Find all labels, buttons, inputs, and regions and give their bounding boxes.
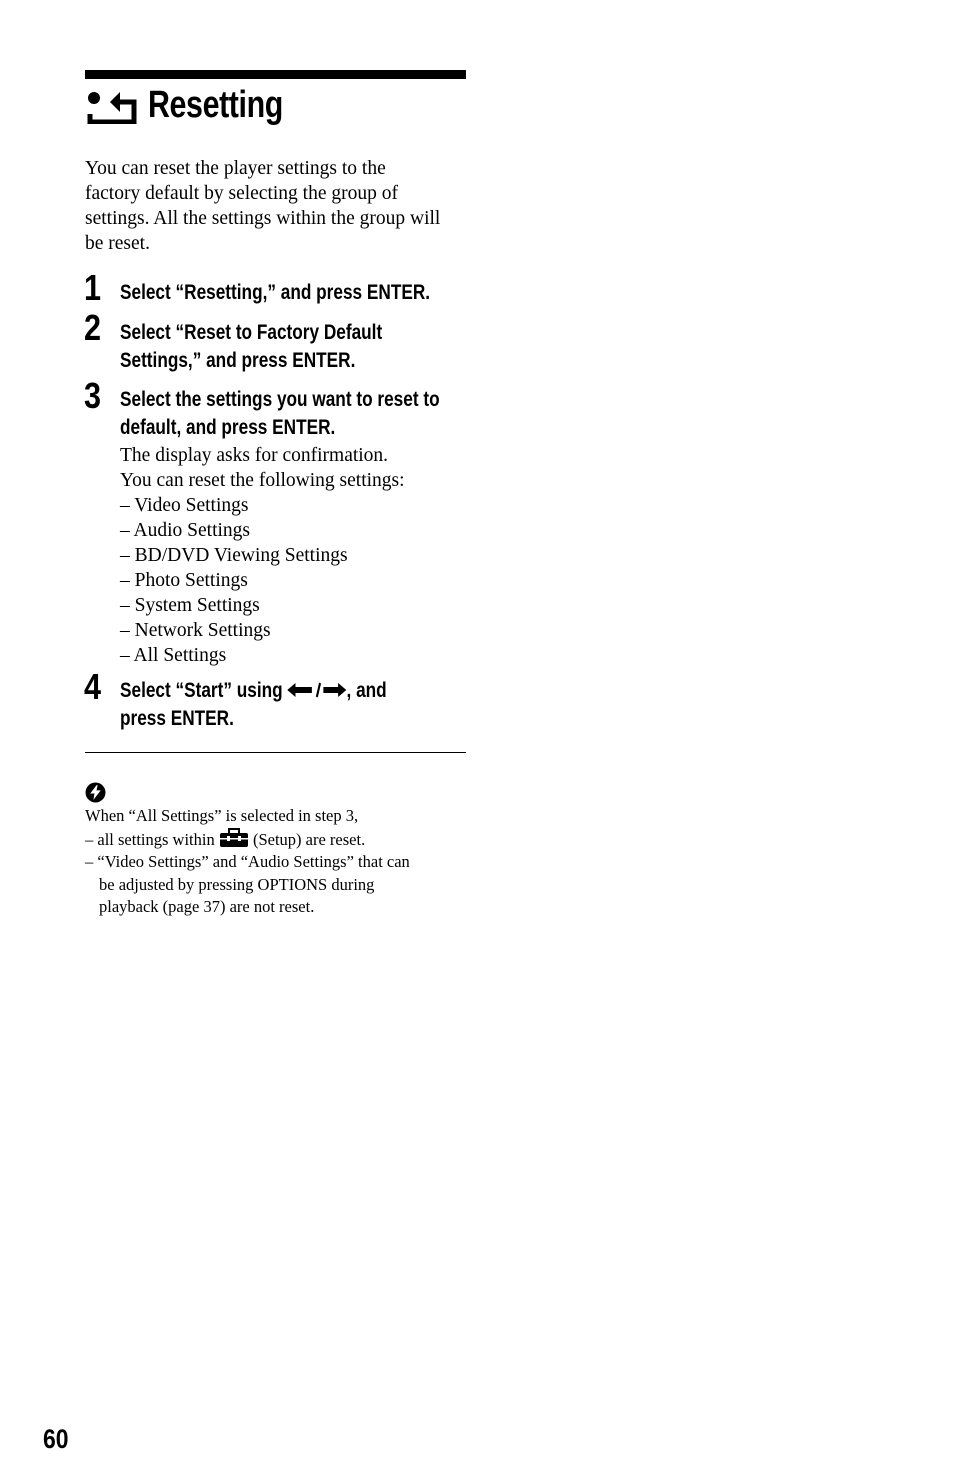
- page-number: 60: [43, 1424, 69, 1454]
- hint-icon: [85, 782, 106, 803]
- step-text: Select “Start” using: [120, 679, 288, 702]
- left-right-arrows-icon: [287, 682, 346, 698]
- step-1-heading: Select “Resetting,” and press ENTER.: [120, 281, 431, 304]
- note-item: [85, 828, 475, 852]
- step-number: 3: [84, 375, 102, 416]
- intro-line: You can reset the player settings to the: [85, 158, 386, 179]
- intro-line: factory default by selecting the group of: [85, 183, 398, 204]
- note-line: – “Video Settings” and “Audio Settings” that can: [85, 852, 410, 871]
- settings-option: – Network Settings: [120, 620, 271, 641]
- settings-option: – All Settings: [120, 645, 227, 666]
- step-number: 4: [84, 666, 102, 707]
- step-line: Select the settings you want to reset to: [120, 388, 440, 411]
- step-line: Settings,” and press ENTER.: [120, 349, 356, 372]
- body-line: You can reset the following settings:: [120, 470, 405, 491]
- note-line: be adjusted by pressing OPTIONS during: [99, 874, 375, 894]
- step-number: 1: [84, 267, 102, 308]
- page-title: Resetting: [148, 84, 283, 126]
- settings-option: – Video Settings: [120, 495, 249, 516]
- intro-line: settings. All the settings within the group will: [85, 208, 441, 229]
- step-line: Select “Reset to Factory Default: [120, 321, 383, 344]
- step-2-heading: [120, 319, 440, 375]
- step-line: press ENTER.: [120, 707, 234, 730]
- intro-line: be reset.: [85, 233, 150, 254]
- settings-option: – Audio Settings: [120, 520, 251, 541]
- step-3-heading: [120, 386, 510, 442]
- step-line: default, and press ENTER.: [120, 416, 336, 439]
- body-line: The display asks for confirmation.: [120, 445, 389, 466]
- hint-note: [85, 805, 475, 919]
- settings-option: – BD/DVD Viewing Settings: [120, 545, 348, 566]
- divider: [85, 752, 466, 753]
- note-text: (Setup) are reset.: [248, 829, 366, 849]
- reset-icon: [86, 88, 138, 124]
- section-header-bar: [85, 70, 466, 79]
- settings-option: – Photo Settings: [120, 570, 248, 591]
- step-4-heading: [120, 677, 445, 733]
- intro-paragraph: [85, 156, 440, 256]
- note-line: playback (page 37) are not reset.: [99, 897, 315, 916]
- settings-option: – System Settings: [120, 595, 260, 616]
- section-title: [86, 84, 317, 127]
- note-line: When “All Settings” is selected in step 3,: [85, 806, 359, 825]
- step-number: 2: [84, 307, 102, 348]
- note-text: – all settings within: [85, 829, 219, 849]
- step-line: [120, 677, 387, 705]
- toolbox-setup-icon: [219, 828, 249, 848]
- step-3-body: [120, 443, 405, 668]
- step-text: , and: [346, 679, 387, 702]
